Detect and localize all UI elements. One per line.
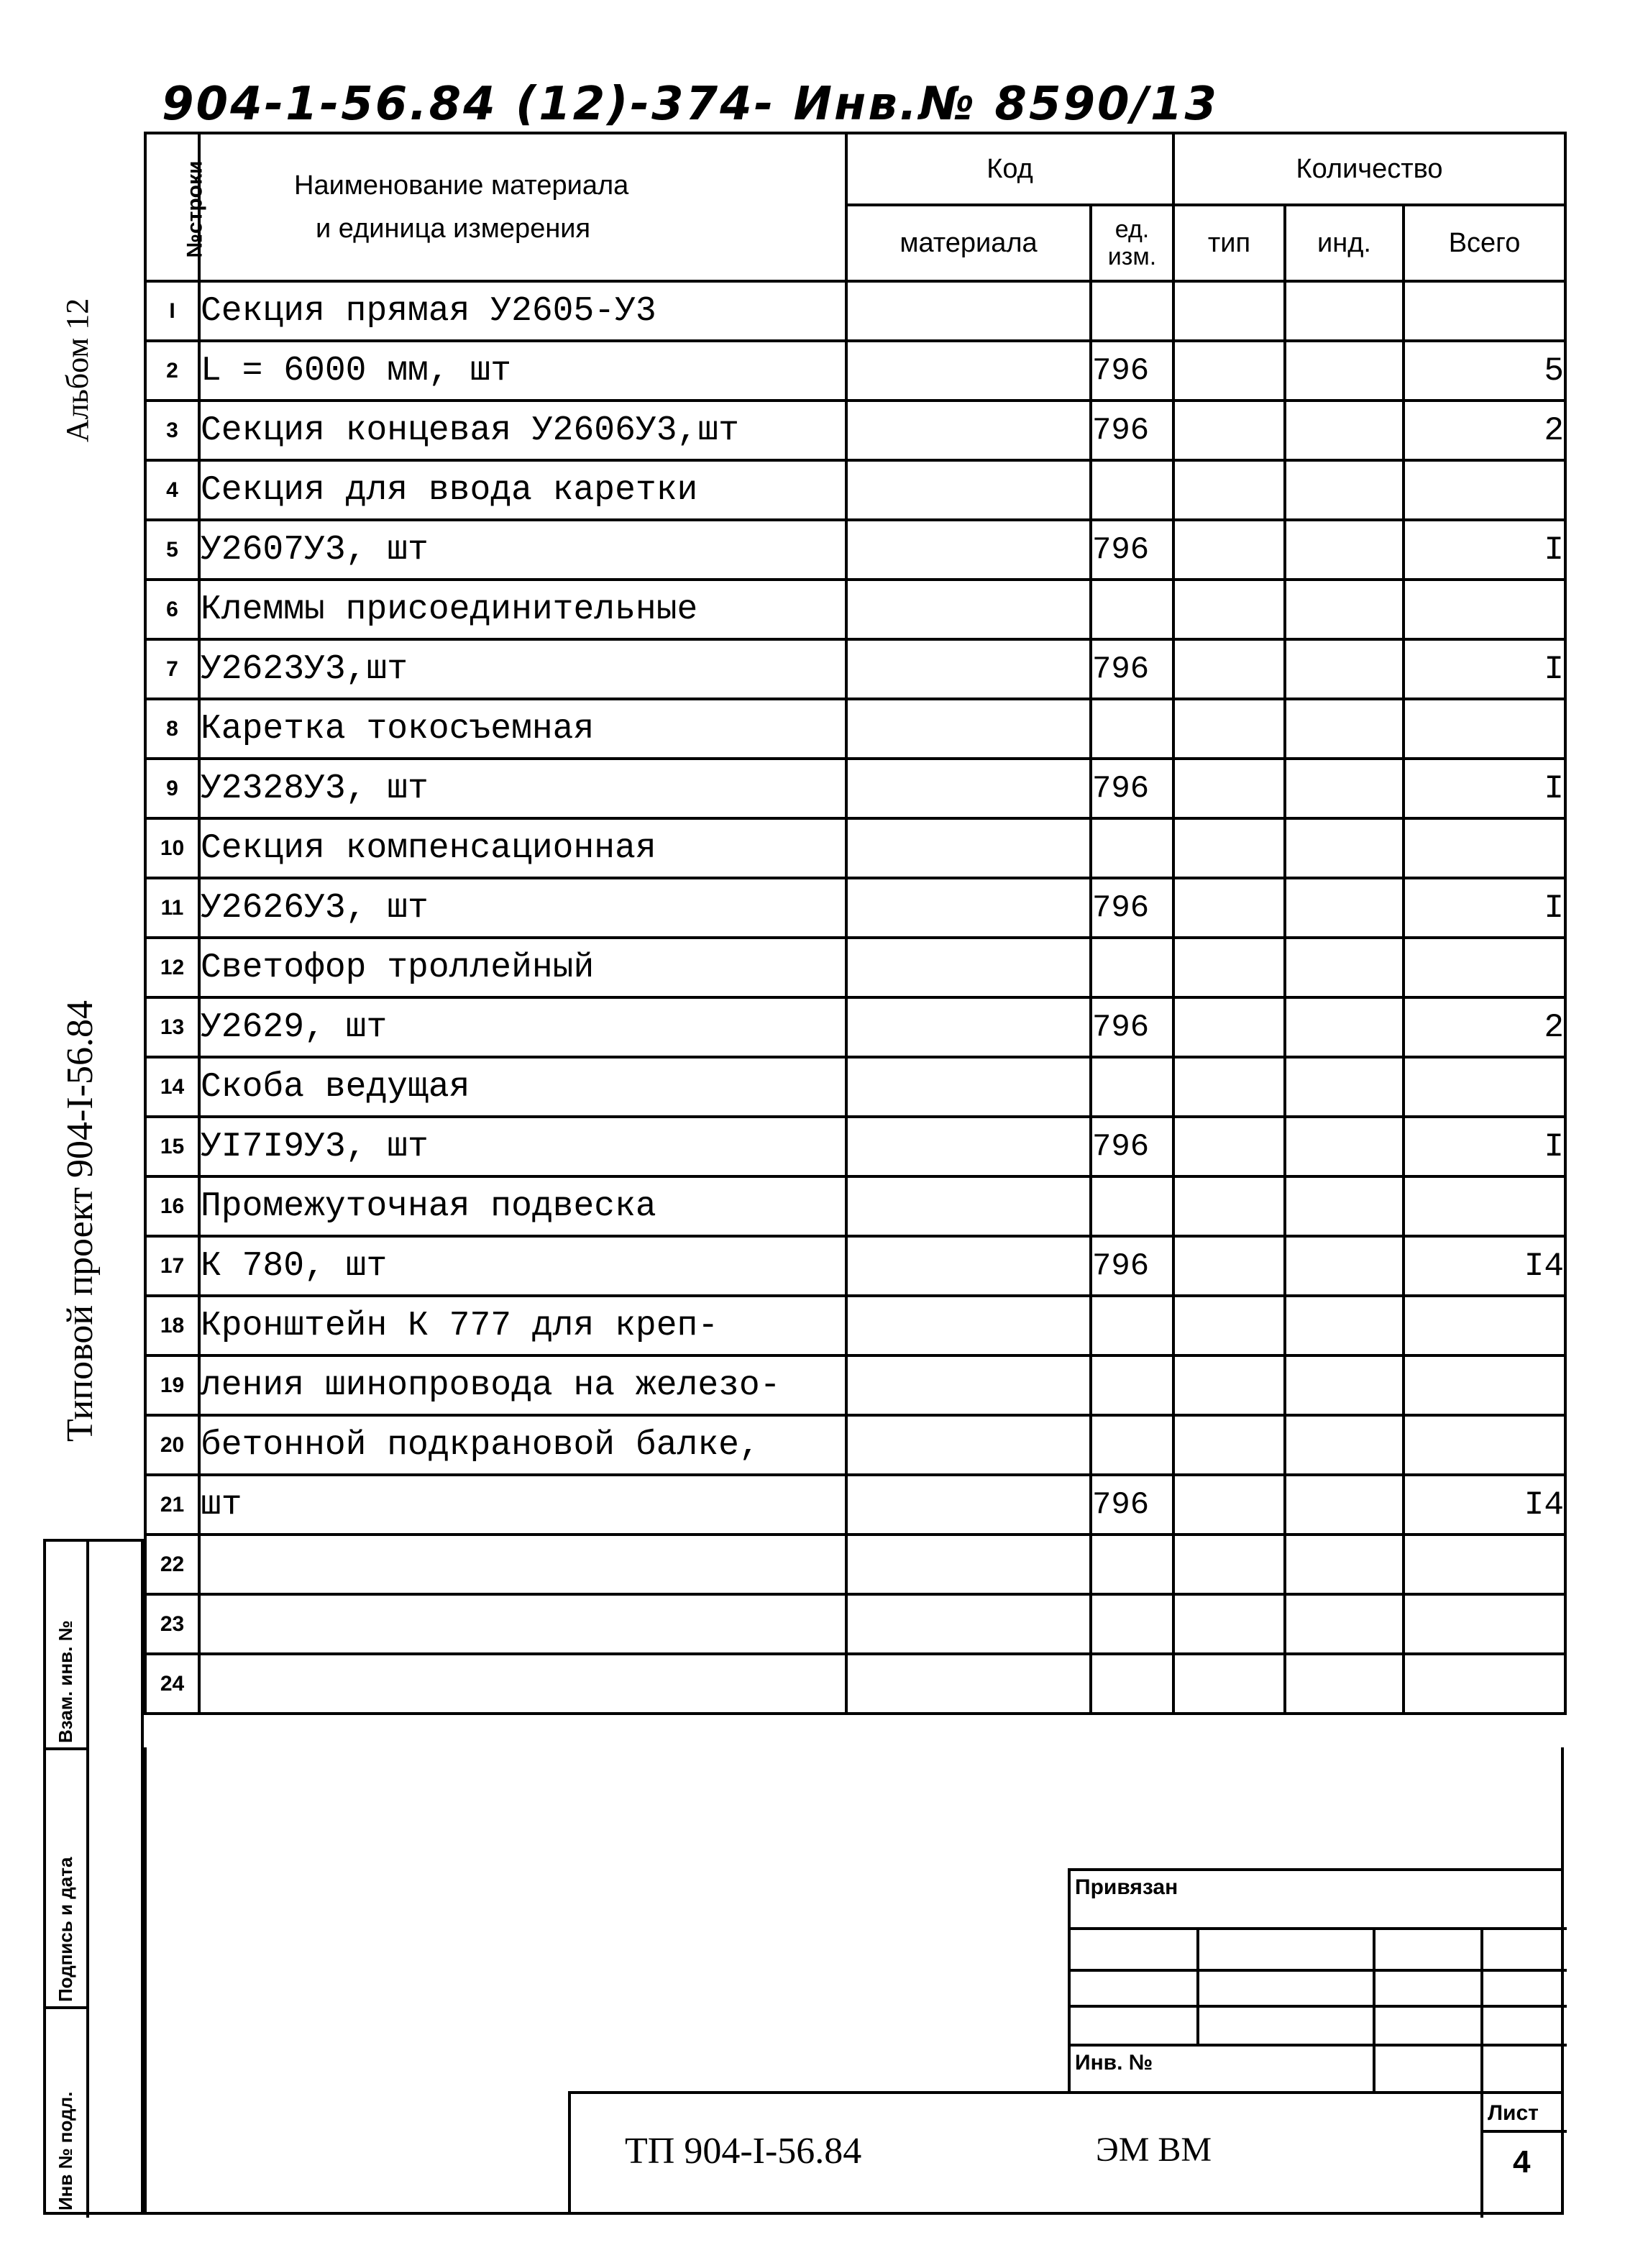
type-qty xyxy=(1173,759,1285,818)
material-code xyxy=(846,759,1091,818)
total-qty: I xyxy=(1404,878,1565,938)
total-header: Всего xyxy=(1404,205,1565,281)
table-row xyxy=(145,1415,1565,1475)
material-code xyxy=(846,938,1091,997)
material-code xyxy=(846,341,1091,401)
left-stamp-strip xyxy=(43,1539,144,2215)
material-name: Светофор троллейный xyxy=(199,938,846,997)
row-number: 6 xyxy=(145,580,199,639)
total-qty xyxy=(1404,938,1565,997)
unit-code xyxy=(1091,1415,1173,1475)
row-number: 3 xyxy=(145,401,199,460)
type-qty xyxy=(1173,1535,1285,1594)
unit-code: 796 xyxy=(1091,639,1173,699)
material-code xyxy=(846,818,1091,878)
original-inventory-label: Инв № подл. xyxy=(55,2091,76,2210)
type-qty xyxy=(1173,401,1285,460)
row-number: 17 xyxy=(145,1236,199,1296)
unit-code xyxy=(1091,1057,1173,1117)
ind-qty xyxy=(1285,1415,1404,1475)
row-number: 4 xyxy=(145,460,199,520)
total-qty: 5 xyxy=(1404,341,1565,401)
table-row xyxy=(145,759,1565,818)
row-number: 7 xyxy=(145,639,199,699)
attached-label: Привязан xyxy=(1075,1875,1178,1899)
table-row xyxy=(145,1176,1565,1236)
row-number: 20 xyxy=(145,1415,199,1475)
total-qty xyxy=(1404,699,1565,759)
type-qty xyxy=(1173,281,1285,341)
unit-code: 796 xyxy=(1091,878,1173,938)
material-code xyxy=(846,1236,1091,1296)
row-number: 19 xyxy=(145,1355,199,1415)
total-qty xyxy=(1404,1355,1565,1415)
side-album-label: Альбом 12 xyxy=(60,298,95,442)
ind-qty xyxy=(1285,341,1404,401)
material-name: У2607У3, шт xyxy=(199,520,846,580)
total-qty: I xyxy=(1404,759,1565,818)
table-row xyxy=(145,1475,1565,1535)
ind-qty xyxy=(1285,1117,1404,1176)
material-name: УI7I9У3, шт xyxy=(199,1117,846,1176)
row-number: 21 xyxy=(145,1475,199,1535)
ind-qty xyxy=(1285,1355,1404,1415)
type-qty xyxy=(1173,341,1285,401)
table-row xyxy=(145,1236,1565,1296)
material-code xyxy=(846,997,1091,1057)
ind-qty xyxy=(1285,699,1404,759)
table-row xyxy=(145,1594,1565,1654)
unit-code: 796 xyxy=(1091,341,1173,401)
unit-code xyxy=(1091,460,1173,520)
table-row xyxy=(145,1355,1565,1415)
unit-code xyxy=(1091,580,1173,639)
type-qty xyxy=(1173,520,1285,580)
type-qty xyxy=(1173,1475,1285,1535)
table-row xyxy=(145,401,1565,460)
material-name: ления шинопровода на железо- xyxy=(199,1355,846,1415)
ind-qty xyxy=(1285,580,1404,639)
material-name: Скоба ведущая xyxy=(199,1057,846,1117)
row-number: 23 xyxy=(145,1594,199,1654)
ind-qty xyxy=(1285,878,1404,938)
document-mark: ЭМ ВМ xyxy=(1096,2131,1212,2169)
table-row xyxy=(145,699,1565,759)
row-number: 9 xyxy=(145,759,199,818)
table-row xyxy=(145,818,1565,878)
material-code xyxy=(846,1415,1091,1475)
material-code xyxy=(846,1475,1091,1535)
material-code xyxy=(846,1594,1091,1654)
replace-inventory-label: Взам. инв. № xyxy=(55,1620,76,1743)
material-code xyxy=(846,1176,1091,1236)
unit-code xyxy=(1091,1535,1173,1594)
material-name: Каретка токосъемная xyxy=(199,699,846,759)
material-name: У2629, шт xyxy=(199,997,846,1057)
ind-qty xyxy=(1285,997,1404,1057)
ind-qty xyxy=(1285,639,1404,699)
unit-header: ед. изм. xyxy=(1091,205,1173,281)
ind-qty xyxy=(1285,520,1404,580)
table-row xyxy=(145,878,1565,938)
type-qty xyxy=(1173,1057,1285,1117)
title-block xyxy=(568,2091,1564,2215)
unit-code: 796 xyxy=(1091,401,1173,460)
material-code xyxy=(846,878,1091,938)
ind-qty xyxy=(1285,1176,1404,1236)
material-name: Клеммы присоединительные xyxy=(199,580,846,639)
table-row xyxy=(145,997,1565,1057)
material-code xyxy=(846,460,1091,520)
table-row xyxy=(145,580,1565,639)
material-code xyxy=(846,1117,1091,1176)
type-qty xyxy=(1173,1236,1285,1296)
total-qty: 2 xyxy=(1404,401,1565,460)
total-qty: I4 xyxy=(1404,1236,1565,1296)
material-name xyxy=(199,1654,846,1714)
total-qty xyxy=(1404,1176,1565,1236)
unit-code: 796 xyxy=(1091,1475,1173,1535)
table-row xyxy=(145,460,1565,520)
row-number: 16 xyxy=(145,1176,199,1236)
material-name: Секция для ввода каретки xyxy=(199,460,846,520)
ind-header: инд. xyxy=(1285,205,1404,281)
material-code xyxy=(846,1296,1091,1355)
table-row xyxy=(145,639,1565,699)
unit-code xyxy=(1091,1594,1173,1654)
unit-code: 796 xyxy=(1091,1236,1173,1296)
unit-code: 796 xyxy=(1091,520,1173,580)
total-qty xyxy=(1404,1535,1565,1594)
row-number: 10 xyxy=(145,818,199,878)
ind-qty xyxy=(1285,1594,1404,1654)
ind-qty xyxy=(1285,938,1404,997)
material-code xyxy=(846,401,1091,460)
type-qty xyxy=(1173,997,1285,1057)
row-number: 11 xyxy=(145,878,199,938)
type-qty xyxy=(1173,1654,1285,1714)
type-qty xyxy=(1173,1355,1285,1415)
ind-qty xyxy=(1285,759,1404,818)
material-name: Секция концевая У2606У3,шт xyxy=(199,401,846,460)
unit-code: 796 xyxy=(1091,997,1173,1057)
type-header: тип xyxy=(1173,205,1285,281)
ind-qty xyxy=(1285,1475,1404,1535)
type-qty xyxy=(1173,938,1285,997)
material-code xyxy=(846,1355,1091,1415)
type-qty xyxy=(1173,699,1285,759)
unit-code xyxy=(1091,818,1173,878)
row-number: 24 xyxy=(145,1654,199,1714)
total-qty xyxy=(1404,1594,1565,1654)
material-name: бетонной подкрановой балке, xyxy=(199,1415,846,1475)
table-row xyxy=(145,938,1565,997)
row-number: 5 xyxy=(145,520,199,580)
material-name: У2328У3, шт xyxy=(199,759,846,818)
material-code-header: материала xyxy=(846,205,1091,281)
total-qty xyxy=(1404,460,1565,520)
row-number: 18 xyxy=(145,1296,199,1355)
materials-table xyxy=(144,132,1567,1715)
sheet-label: Лист xyxy=(1488,2101,1539,2125)
material-name: Секция прямая У2605-У3 xyxy=(199,281,846,341)
material-code xyxy=(846,580,1091,639)
material-code xyxy=(846,281,1091,341)
type-qty xyxy=(1173,639,1285,699)
type-qty xyxy=(1173,1117,1285,1176)
unit-code xyxy=(1091,938,1173,997)
row-number: 2 xyxy=(145,341,199,401)
unit-code xyxy=(1091,1355,1173,1415)
total-qty xyxy=(1404,281,1565,341)
code-header: Код xyxy=(846,133,1173,205)
unit-code xyxy=(1091,281,1173,341)
unit-code xyxy=(1091,699,1173,759)
row-number: 8 xyxy=(145,699,199,759)
material-code xyxy=(846,639,1091,699)
unit-code: 796 xyxy=(1091,759,1173,818)
type-qty xyxy=(1173,460,1285,520)
document-code: ТП 904-I-56.84 xyxy=(625,2131,862,2172)
type-qty xyxy=(1173,1594,1285,1654)
unit-code: 796 xyxy=(1091,1117,1173,1176)
material-name: L = 6000 мм, шт xyxy=(199,341,846,401)
row-number: 15 xyxy=(145,1117,199,1176)
table-row xyxy=(145,1117,1565,1176)
table-row xyxy=(145,520,1565,580)
material-name: Кронштейн К 777 для креп- xyxy=(199,1296,846,1355)
material-name xyxy=(199,1594,846,1654)
material-code xyxy=(846,699,1091,759)
material-name: У2626У3, шт xyxy=(199,878,846,938)
top-handwritten-reference: 904-1-56.84 (12)-374- Инв.№ 8590/13 xyxy=(162,78,1219,131)
table-row xyxy=(145,1296,1565,1355)
ind-qty xyxy=(1285,818,1404,878)
material-code xyxy=(846,1535,1091,1594)
ind-qty xyxy=(1285,1535,1404,1594)
total-qty: I xyxy=(1404,639,1565,699)
material-name xyxy=(199,1535,846,1594)
signature-date-label: Подпись и дата xyxy=(55,1857,76,2002)
type-qty xyxy=(1173,580,1285,639)
material-name: шт xyxy=(199,1475,846,1535)
total-qty xyxy=(1404,1057,1565,1117)
ind-qty xyxy=(1285,460,1404,520)
table-row xyxy=(145,341,1565,401)
total-qty: 2 xyxy=(1404,997,1565,1057)
row-number: I xyxy=(145,281,199,341)
unit-code xyxy=(1091,1654,1173,1714)
material-name: Секция компенсационная xyxy=(199,818,846,878)
type-qty xyxy=(1173,1176,1285,1236)
row-number: 13 xyxy=(145,997,199,1057)
attachment-box xyxy=(1068,1868,1564,2091)
ind-qty xyxy=(1285,1654,1404,1714)
table-row xyxy=(145,1535,1565,1594)
table-row xyxy=(145,1057,1565,1117)
row-number: 14 xyxy=(145,1057,199,1117)
material-name: У2623У3,шт xyxy=(199,639,846,699)
total-qty xyxy=(1404,1296,1565,1355)
type-qty xyxy=(1173,878,1285,938)
unit-code xyxy=(1091,1176,1173,1236)
material-name: Промежуточная подвеска xyxy=(199,1176,846,1236)
ind-qty xyxy=(1285,1296,1404,1355)
total-qty: I xyxy=(1404,520,1565,580)
ind-qty xyxy=(1285,281,1404,341)
ind-qty xyxy=(1285,1057,1404,1117)
material-code xyxy=(846,1057,1091,1117)
sheet-number: 4 xyxy=(1513,2144,1531,2180)
ind-qty xyxy=(1285,401,1404,460)
material-code xyxy=(846,1654,1091,1714)
total-qty xyxy=(1404,580,1565,639)
total-qty xyxy=(1404,818,1565,878)
total-qty xyxy=(1404,1415,1565,1475)
side-project-label: Типовой проект 904-I-56.84 xyxy=(60,1000,101,1442)
material-name-header: Наименование материала и единица измерения xyxy=(199,133,846,281)
unit-code xyxy=(1091,1296,1173,1355)
material-code xyxy=(846,520,1091,580)
row-number: 22 xyxy=(145,1535,199,1594)
type-qty xyxy=(1173,818,1285,878)
type-qty xyxy=(1173,1296,1285,1355)
ind-qty xyxy=(1285,1236,1404,1296)
quantity-header: Количество xyxy=(1173,133,1565,205)
table-row xyxy=(145,281,1565,341)
inventory-number-label: Инв. № xyxy=(1075,2051,1153,2075)
total-qty: I xyxy=(1404,1117,1565,1176)
row-number-header: №строки xyxy=(145,133,199,281)
row-number: 12 xyxy=(145,938,199,997)
material-name: К 780, шт xyxy=(199,1236,846,1296)
total-qty: I4 xyxy=(1404,1475,1565,1535)
table-row xyxy=(145,1654,1565,1714)
total-qty xyxy=(1404,1654,1565,1714)
type-qty xyxy=(1173,1415,1285,1475)
